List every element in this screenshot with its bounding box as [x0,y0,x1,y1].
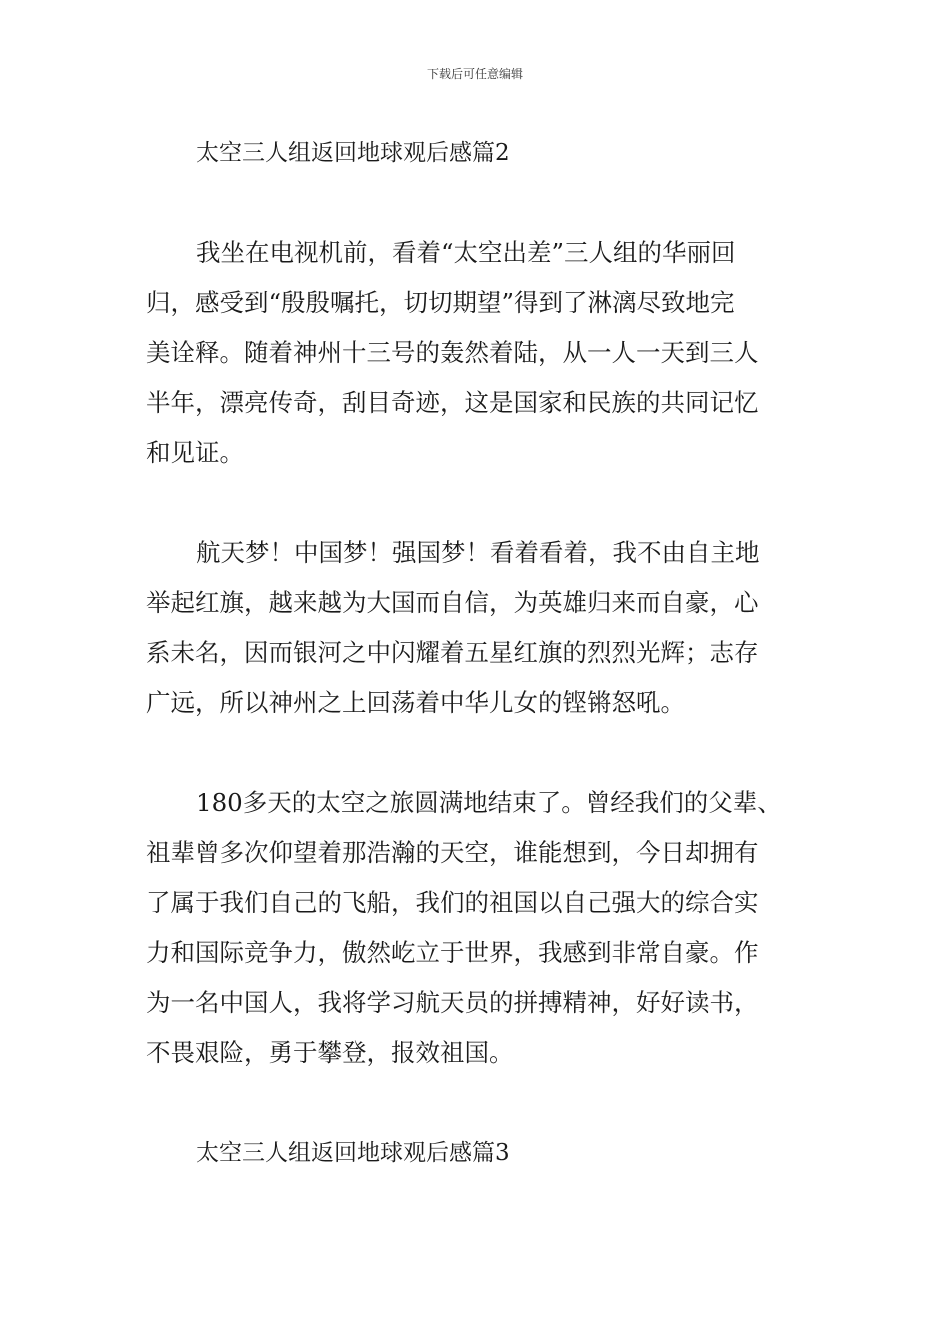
paragraph-line: 我坐在电视机前，看着“太空出差”三人组的华丽回 [196,238,736,267]
paragraph-3 [146,778,808,1078]
paragraph-line: 系未名，因而银河之中闪耀着五星红旗的烈烈光辉；志存 [146,638,759,667]
paragraph-line: 半年，漂亮传奇，刮目奇迹，这是国家和民族的共同记忆 [146,388,759,417]
page-header: 下载后可任意编辑 [426,67,523,81]
paragraph-1 [146,228,808,478]
paragraph-line: 为一名中国人，我将学习航天员的拼搏精神，好好读书， [146,988,759,1017]
paragraph-line: 不畏艰险，勇于攀登，报效祖国。 [146,1038,514,1067]
paragraph-line: 了属于我们自己的飞船，我们的祖国以自己强大的综合实 [146,888,759,917]
paragraph-line: 力和国际竞争力，傲然屹立于世界，我感到非常自豪。作 [146,938,759,967]
paragraph-line: 美诠释。随着神州十三号的轰然着陆，从一人一天到三人 [146,338,759,367]
document-body [146,128,808,1178]
paragraph-line: 祖辈曾多次仰望着那浩瀚的天空，谁能想到，今日却拥有 [146,838,759,867]
section-heading-3: 太空三人组返回地球观后感篇3 [196,1140,510,1166]
paragraph-line: 归，感受到“殷殷嘱托，切切期望”得到了淋漓尽致地完 [146,288,735,317]
paragraph-line: 航天梦！中国梦！强国梦！看着看着，我不由自主地 [196,538,760,567]
section-heading-2: 太空三人组返回地球观后感篇2 [196,140,510,166]
paragraph-line: 180多天的太空之旅圆满地结束了。曾经我们的父辈、 [196,788,782,817]
paragraph-line: 举起红旗，越来越为大国而自信，为英雄归来而自豪，心 [146,588,759,617]
paragraph-line: 和见证。 [146,438,244,467]
paragraph-2 [146,528,808,728]
paragraph-line: 广远，所以神州之上回荡着中华儿女的铿锵怒吼。 [146,688,685,717]
